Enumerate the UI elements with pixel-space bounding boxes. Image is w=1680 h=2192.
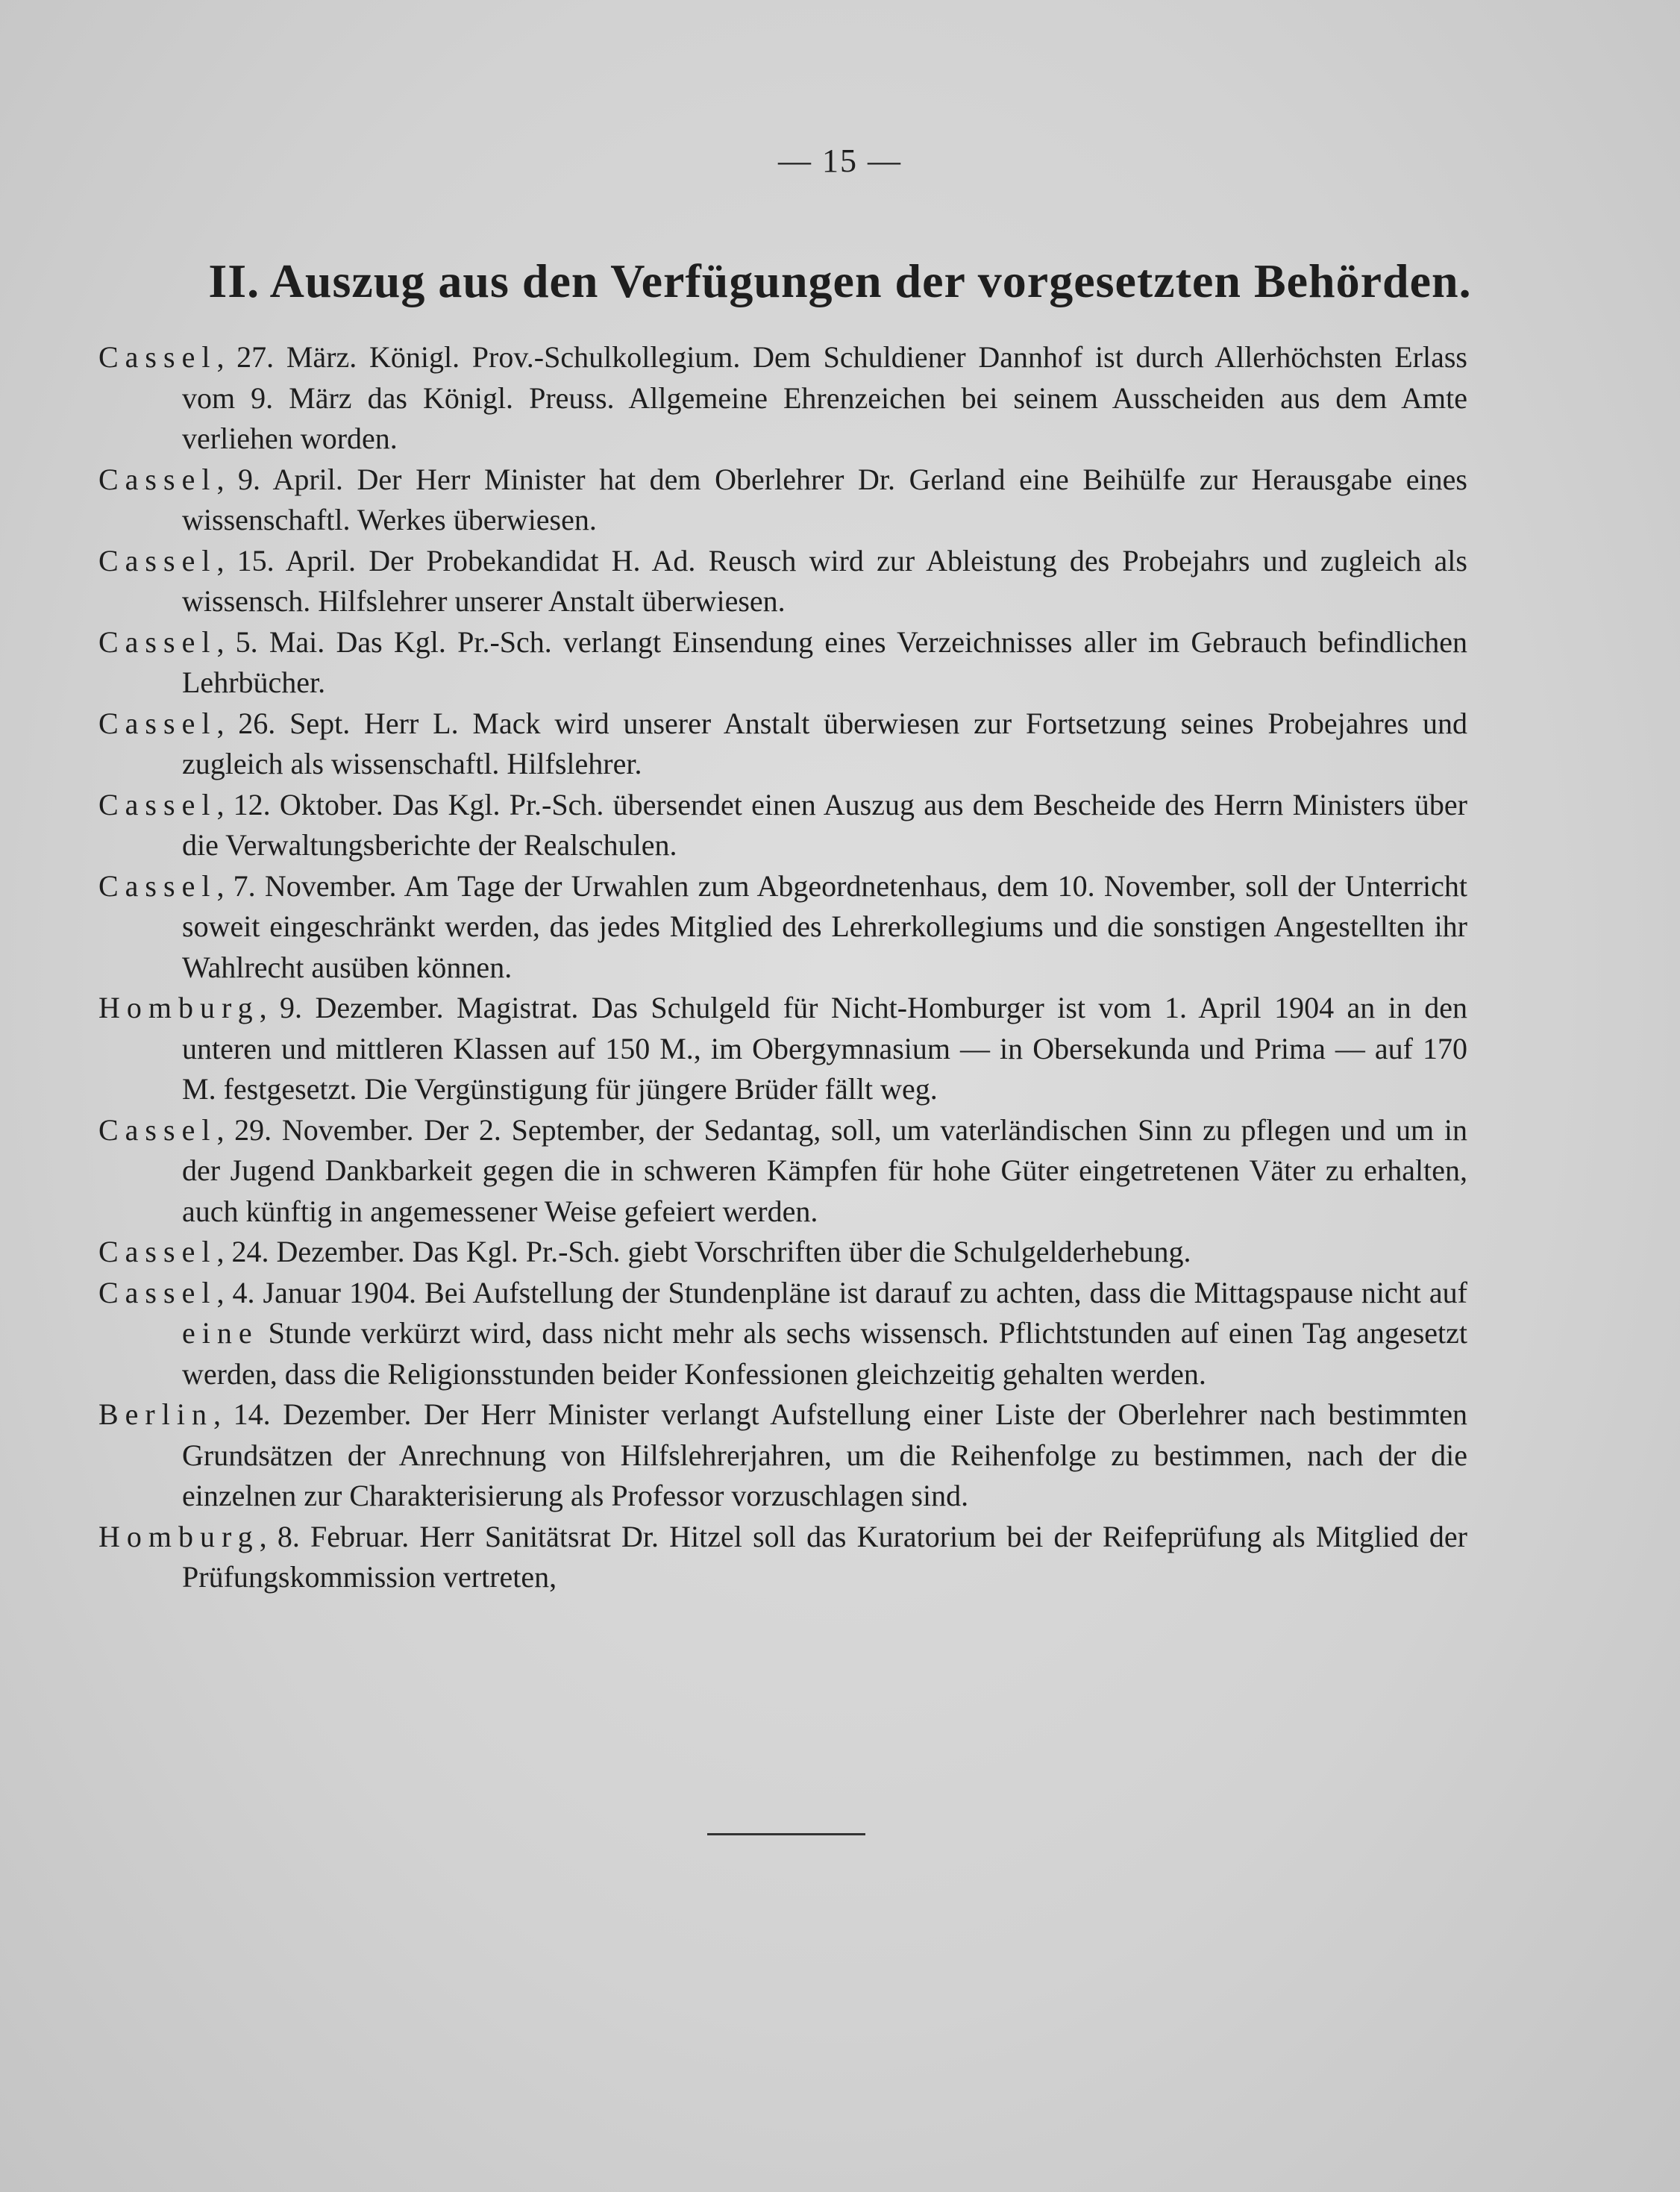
entry-text: , 27. März. Königl. Prov.-Schulkollegium. Dem Schuldiener Dannhof ist durch Allerhöchsten Erlass vom 9. März das Königl. Preuss. Allgemeine Ehrenzeichen bei seinem Ausscheiden aus dem Amte verliehen worden.	[182, 340, 1467, 455]
entry-text: , 5. Mai. Das Kgl. Pr.-Sch. verlangt Einsendung eines Verzeichnisses aller im Gebrauch befindlichen Lehrbücher.	[182, 624, 1467, 699]
entry-text: , 26. Sept. Herr L. Mack wird unserer Anstalt überwiesen zur Fortsetzung seines Probejahres und zugleich als wissenschaftl. Hilfslehrer.	[182, 706, 1467, 780]
decree-entry	[98, 1273, 1467, 1395]
entry-text: Stunde verkürzt wird, dass nicht mehr als sechs wissensch. Pflichtstunden auf einen Tag angesetzt werden, dass die Religionsstunden beider Konfessionen gleichzeitig gehalten werden.	[182, 1316, 1467, 1391]
decree-list	[98, 337, 1467, 1598]
entry-place: Cassel	[98, 1275, 217, 1309]
entry-text: , 15. April. Der Probekandidat H. Ad. Reusch wird zur Ableistung des Probejahrs und zugleich als wissensch. Hilfslehrer unserer Anstalt überwiesen.	[182, 543, 1467, 618]
decree-entry	[98, 1232, 1467, 1273]
section-heading: II. Auszug aus den Verfügungen der vorgesetzten Behörden.	[208, 254, 1472, 307]
entry-text: , 14. Dezember. Der Herr Minister verlangt Aufstellung einer Liste der Oberlehrer nach bestimmten Grundsätzen der Anrechnung von Hilfslehrerjahren, um die Reihenfolge zu bestimmen, nach der die einzelnen zur Charakterisierung als Professor vorzuschlagen sind.	[182, 1397, 1467, 1512]
decree-entry	[98, 704, 1467, 785]
decree-entry	[98, 866, 1467, 989]
entry-text: , 9. Dezember. Magistrat. Das Schulgeld für Nicht-Homburger ist vom 1. April 1904 an in den unteren und mittleren Klassen auf 150 M., im Obergymnasium — in Obersekunda und Prima — auf 170 M. festgesetzt. Die Vergünstigung für jüngere Brüder fällt weg.	[182, 991, 1467, 1106]
entry-text: , 9. April. Der Herr Minister hat dem Oberlehrer Dr. Gerland eine Beihülfe zur Herausgabe eines wissenschaftl. Werkes überwiesen.	[182, 462, 1467, 536]
decree-entry	[98, 337, 1467, 460]
decree-entry	[98, 1394, 1467, 1517]
spaced-emphasis: eine	[182, 1316, 259, 1350]
decree-entry	[98, 1110, 1467, 1233]
entry-text: , 8. Februar. Herr Sanitätsrat Dr. Hitzel soll das Kuratorium bei der Reifeprüfung als Mitglied der Prüfungskommission vertreten,	[182, 1519, 1467, 1594]
decree-entry	[98, 622, 1467, 704]
entry-text: , 24. Dezember. Das Kgl. Pr.-Sch. giebt Vorschriften über die Schulgelderhebung.	[216, 1235, 1191, 1268]
entry-place: Cassel	[98, 787, 217, 821]
entry-place: Cassel	[98, 624, 217, 659]
entry-place: Homburg	[98, 1519, 260, 1553]
decree-entry	[98, 460, 1467, 541]
entry-place: Cassel	[98, 868, 217, 903]
decree-entry	[98, 1517, 1467, 1598]
decree-entry	[98, 988, 1467, 1110]
entry-text: , 4. Januar 1904. Bei Aufstellung der Stundenpläne ist darauf zu achten, dass die Mittagspause nicht auf	[216, 1275, 1467, 1309]
entry-place: Cassel	[98, 543, 217, 577]
entry-place: Homburg	[98, 991, 260, 1024]
end-rule-divider	[707, 1833, 865, 1835]
page-number: — 15 —	[778, 143, 902, 179]
entry-place: Cassel	[98, 340, 217, 374]
entry-text: , 7. November. Am Tage der Urwahlen zum Abgeordnetenhaus, dem 10. November, soll der Unterricht soweit eingeschränkt werden, das jedes Mitglied des Lehrerkollegiums und die sonstigen Angestellten ihr Wahlrecht ausüben können.	[182, 868, 1467, 984]
entry-place: Cassel	[98, 462, 217, 496]
decree-entry	[98, 541, 1467, 622]
entry-place: Cassel	[98, 706, 217, 740]
entry-text: , 12. Oktober. Das Kgl. Pr.-Sch. übersendet einen Auszug aus dem Bescheide des Herrn Ministers über die Verwaltungsberichte der Realschulen.	[182, 787, 1467, 862]
entry-place: Cassel	[98, 1235, 217, 1268]
entry-place: Berlin	[98, 1397, 213, 1431]
entry-text: , 29. November. Der 2. September, der Sedantag, soll, um vaterländischen Sinn zu pflegen und um in der Jugend Dankbarkeit gegen die in schweren Kämpfen für hohe Güter eingetretenen Väter zu erhalten, auch künftig in angemessener Weise gefeiert werden.	[182, 1112, 1467, 1228]
entry-place: Cassel	[98, 1112, 217, 1147]
decree-entry	[98, 785, 1467, 866]
